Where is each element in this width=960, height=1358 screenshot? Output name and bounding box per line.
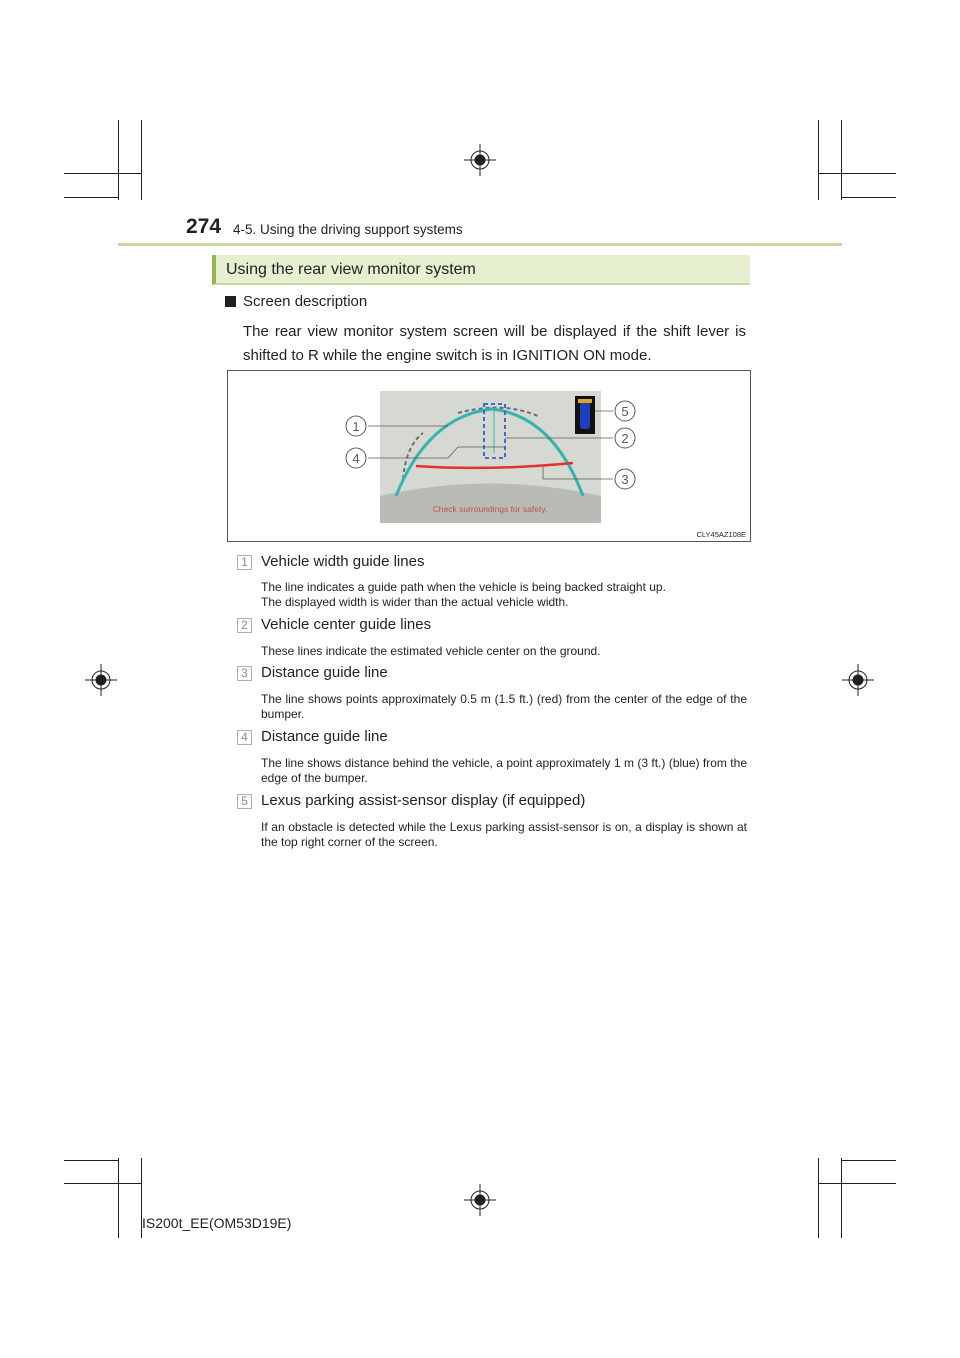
crop-mark	[818, 1158, 819, 1238]
subheading: Screen description	[243, 293, 368, 310]
callout-3	[615, 469, 635, 489]
screen-message: Check surroundings for safety.	[432, 504, 548, 514]
item-number-badge: 2	[237, 618, 252, 633]
car-icon	[580, 401, 590, 429]
rear-view-monitor-figure	[227, 370, 751, 542]
callout-5	[615, 401, 635, 421]
crop-mark	[818, 1183, 896, 1184]
item-title: Vehicle width guide lines	[261, 553, 425, 570]
crop-mark	[841, 1160, 896, 1161]
crop-mark	[841, 120, 842, 200]
registration-mark-icon	[85, 664, 117, 696]
crop-mark	[118, 120, 119, 200]
item-number-badge: 5	[237, 794, 252, 809]
intro-paragraph: The rear view monitor system screen will be displayed if the shift lever is shifted to R while the engine switch is in IGNITION ON mode.	[243, 323, 746, 364]
page-number: 274	[186, 215, 222, 238]
item-description	[261, 692, 747, 722]
crop-mark	[818, 173, 896, 174]
item-description	[261, 756, 747, 786]
svg-text:4: 4	[352, 451, 360, 466]
registration-mark-icon	[842, 664, 874, 696]
item-description-line: These lines indicate the estimated vehicle center on the ground.	[261, 644, 601, 658]
svg-text:5: 5	[621, 404, 629, 419]
crop-mark	[841, 197, 896, 198]
item-description-line: The line shows distance behind the vehicle, a point approximately 1 m (3 ft.) (blue) from the edge of the bumper.	[261, 756, 747, 785]
footer-code: IS200t_EE(OM53D19E)	[142, 1215, 292, 1231]
item-description-line: If an obstacle is detected while the Lexus parking assist-sensor is on, a display is shown at the top right corner of the screen.	[261, 820, 747, 849]
callout-2	[615, 428, 635, 448]
section-title: 4-5. Using the driving support systems	[233, 222, 463, 237]
crop-mark	[141, 120, 142, 200]
section-heading: Using the rear view monitor system	[226, 261, 476, 278]
item-title: Distance guide line	[261, 664, 388, 681]
square-bullet-icon	[225, 296, 236, 307]
crop-mark	[64, 197, 119, 198]
item-description-line: The line shows points approximately 0.5 m (1.5 ft.) (red) from the center of the edge of the bumper.	[261, 692, 747, 721]
svg-text:1: 1	[352, 419, 360, 434]
item-description	[261, 644, 747, 659]
item-title: Vehicle center guide lines	[261, 616, 432, 633]
callout-1	[346, 416, 366, 436]
item-description	[261, 580, 747, 610]
item-number-badge: 1	[237, 555, 252, 570]
crop-mark	[841, 1158, 842, 1238]
figure-code: CLY45AZ108E	[696, 530, 746, 539]
crop-mark	[118, 1158, 119, 1238]
item-number-badge: 4	[237, 730, 252, 745]
item-description-line: The line indicates a guide path when the vehicle is being backed straight up.	[261, 580, 666, 594]
crop-mark	[64, 1183, 142, 1184]
crop-mark	[64, 173, 142, 174]
item-number-badge: 3	[237, 666, 252, 681]
crop-mark	[818, 120, 819, 200]
callout-4	[346, 448, 366, 468]
section-heading-box	[212, 255, 750, 285]
item-title: Distance guide line	[261, 728, 388, 745]
crop-mark	[64, 1160, 119, 1161]
svg-text:2: 2	[621, 431, 629, 446]
monitor-illustration	[228, 371, 752, 543]
item-description-line: The displayed width is wider than the actual vehicle width.	[261, 595, 569, 609]
svg-text:3: 3	[621, 472, 629, 487]
item-title: Lexus parking assist-sensor display (if equipped)	[261, 792, 586, 809]
item-description	[261, 820, 747, 850]
header-rule	[118, 243, 842, 246]
registration-mark-icon	[464, 144, 496, 176]
registration-mark-icon	[464, 1184, 496, 1216]
sensor-indicator	[578, 399, 592, 403]
